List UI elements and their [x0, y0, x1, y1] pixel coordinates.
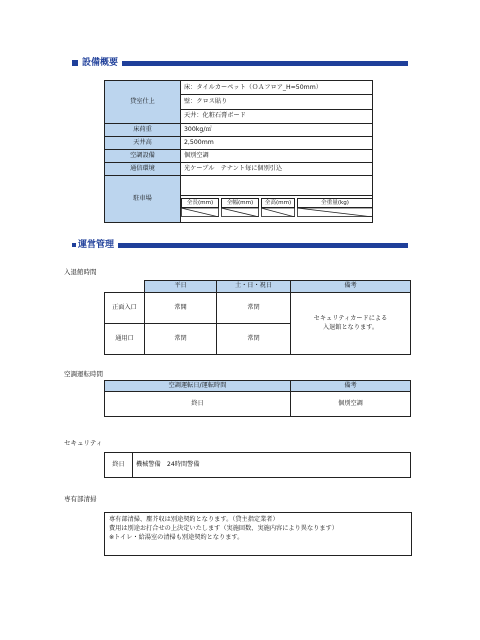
cell-weekday: 常閉 — [145, 323, 217, 354]
column-header: 土・日・祝日 — [217, 281, 291, 293]
security-table — [104, 452, 411, 478]
section-square-icon — [72, 243, 76, 247]
cleaning-box — [104, 512, 412, 556]
row-label: 通信環境 — [105, 163, 181, 176]
table-row — [105, 124, 373, 137]
table-header-row — [105, 381, 411, 392]
section-header-facility — [72, 58, 408, 68]
table-row — [105, 150, 373, 163]
parking-header: 全重量(kg) — [297, 198, 373, 208]
parking-col — [297, 198, 373, 217]
column-header: 備考 — [291, 381, 411, 392]
facility-table — [104, 80, 373, 223]
table-header-row — [105, 281, 411, 293]
row-value: 天井：化粧石膏ボード — [181, 109, 373, 123]
security-label: 終日 — [105, 453, 133, 478]
parking-diagonal — [297, 208, 373, 217]
cleaning-line: ※トイレ・給湯室の清掃も別途契約となります。 — [109, 534, 244, 541]
row-label: 駐車場 — [105, 176, 181, 223]
table-row — [105, 81, 373, 95]
table-row — [105, 292, 411, 323]
row-value: 床：タイルカーペット（ＯＡフロア_H=50mm） — [181, 81, 373, 95]
section-bar — [122, 61, 408, 66]
security-heading: セキュリティ — [64, 439, 103, 447]
cell-holiday: 常閉 — [217, 323, 291, 354]
row-label: 床荷重 — [105, 124, 181, 137]
cleaning-heading: 専有部清掃 — [64, 495, 97, 503]
row-label: 正面入口 — [105, 292, 145, 323]
parking-headers — [181, 196, 372, 217]
parking-header: 全高(mm) — [261, 198, 295, 208]
row-label: 通用口 — [105, 323, 145, 354]
ac-table — [104, 380, 411, 417]
parking-diagonal — [261, 208, 295, 217]
section-bar — [118, 243, 408, 248]
row-value: 壁：クロス貼り — [181, 95, 373, 109]
cell-note: セキュリティカードによる 入退館となります。 — [291, 292, 411, 354]
cell-holiday: 常閉 — [217, 292, 291, 323]
parking-blank-row — [181, 181, 372, 196]
table-row — [105, 453, 411, 478]
parking-col — [181, 198, 219, 217]
cleaning-line: 費用は別途お打合せの上決定いたします（実施回数、実施内容により異なります） — [109, 525, 338, 532]
parking-header: 全長(mm) — [181, 198, 219, 208]
row-label: 空調設備 — [105, 150, 181, 163]
row-label: 貸室仕上 — [105, 81, 181, 124]
table-row — [105, 176, 373, 223]
section-title: 設備概要 — [82, 58, 119, 68]
section-header-operation — [72, 240, 408, 250]
row-value: 個別空調 — [181, 150, 373, 163]
cleaning-line: 専有部清掃、塵芥収は別途契約となります。（貸主指定業者） — [109, 516, 279, 523]
column-header: 空調運転日/運転時間 — [105, 381, 291, 392]
corner-cell — [105, 281, 145, 293]
row-label: 天井高 — [105, 137, 181, 150]
section-square-icon — [72, 60, 78, 66]
parking-col — [261, 198, 295, 217]
table-row — [105, 137, 373, 150]
parking-cell — [181, 176, 373, 223]
row-value: 2,500mm — [181, 137, 373, 150]
parking-diagonal — [181, 208, 219, 217]
ac-heading: 空調運転時間 — [64, 370, 103, 378]
cell-weekday: 常開 — [145, 292, 217, 323]
column-header: 平日 — [145, 281, 217, 293]
cell-ac-note: 個別空調 — [291, 392, 411, 417]
section-title: 運営管理 — [78, 240, 115, 250]
parking-diagonal — [221, 208, 259, 217]
row-value: 300kg/㎡ — [181, 124, 373, 137]
table-row — [105, 163, 373, 176]
parking-header: 全幅(mm) — [221, 198, 259, 208]
table-row — [105, 392, 411, 417]
cell-ac-time: 終日 — [105, 392, 291, 417]
row-value: 光ケーブル テナント毎に個別引込 — [181, 163, 373, 176]
hours-table — [104, 280, 411, 355]
security-value: 機械警備 24時間警備 — [133, 453, 411, 478]
hours-heading: 入退館時間 — [64, 268, 97, 276]
column-header: 備考 — [291, 281, 411, 293]
parking-col — [221, 198, 259, 217]
